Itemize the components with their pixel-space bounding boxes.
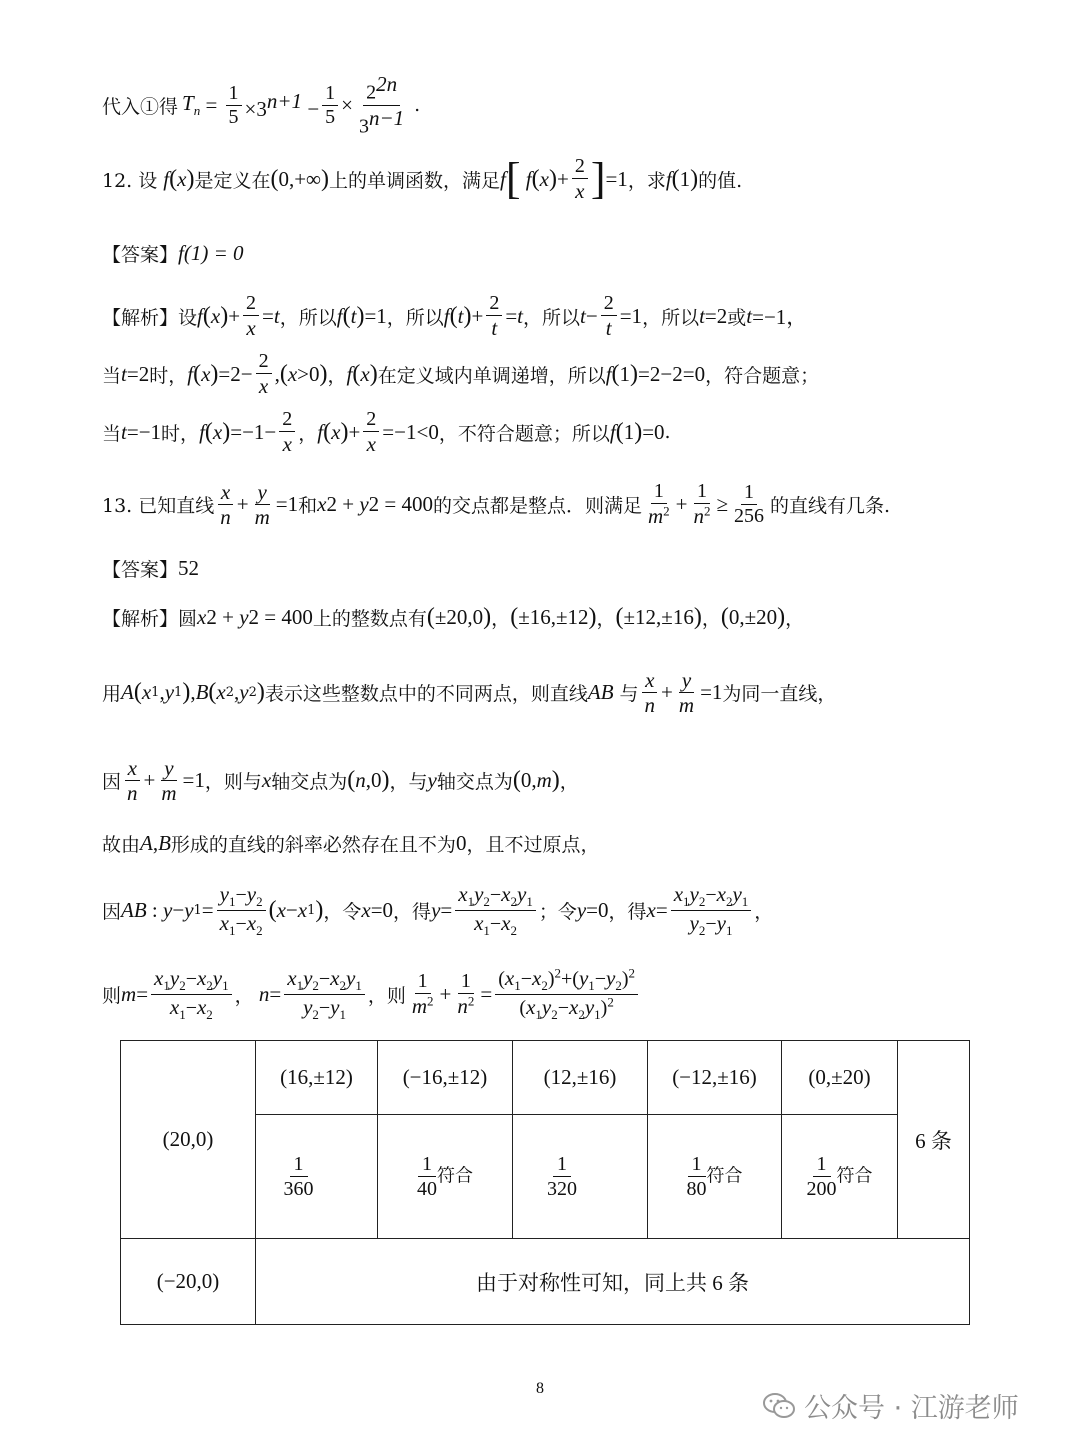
sol13-l3-t0: 因 [102,771,122,794]
sol13-l3-t3: ，与 [389,771,428,794]
sol13-l6-t0: 则 [102,984,122,1007]
sol13-l2-t3: 为同一直线， [722,683,837,706]
sol13-l3-t1: ，则与 [204,771,262,794]
sol12-l2-t1: 时， [149,364,188,387]
answer-12-label: 【答案】 [102,244,179,266]
sol12-l3-t4: . [664,421,671,444]
sol13-l1-t2: ， [491,608,511,630]
point-cell: (0,±20) [782,1041,898,1115]
sol13-l1-t3: ， [596,608,616,630]
q13-number: 13. 已知直线 [102,495,215,518]
sol12-l1-t3: ，所以 [523,306,581,329]
symmetry-note: 由于对称性可知，同上共 6 条 [256,1239,970,1325]
sol13-l6-t1: ， [234,984,254,1007]
line-tn-formula: 代入①得 $T_n$ = $\frac{1}{5}$ $\times 3^{n+1}$ − $\frac{1}{5}$ × $\frac{2^{2n}}{3^{n-1}}$ . [102,72,421,138]
q12-number: 12. 设 [102,169,158,192]
solution-13-line-6: 则 m = $\frac{x_1y_2-x_2y_1}{x_1-x_2}$ ， n = $\frac{x_1y_2-x_2y_1}{y_2-y_1}$ ，则 $\frac{1}{m^2}$ + $\frac{1}{n^2}$ = $\frac{(x_1-x_2)^2+(y_1-y_2)^2}{(x_1y_2-x_2y_1)^2}$ [102,966,641,1023]
wechat-icon [762,1392,796,1420]
solution-13-label: 【解析】 [102,608,179,630]
denominator: 320 [547,1178,577,1200]
q13-text-3: 的直线有几条. [770,495,891,518]
question-13: 13. 已知直线 $\frac{x}{n}$ + $\frac{y}{m}$ =1 和 x 2 + y 2 = 400 的交点都是整点．则满足 $\frac{1}{m^2}$ + $\frac{1}{n^2}$ ≥ $\frac{1}{256}$ 的直线有几条. [102,480,891,530]
q13-text-1: 和 [298,495,318,518]
integer-point-table [120,1040,970,1325]
sol13-l1-t5: ， [785,608,805,630]
sol12-l3-t0: 当 [102,422,122,445]
sol12-l1-t2: ，所以 [386,306,444,329]
sol13-l4-t2: ，且不过原点， [466,834,600,856]
q12-text-1: 是定义在 [194,169,271,192]
sol13-l5-t0: 因 [102,900,122,923]
value-cell: $\frac{1}{80}$ 符合 [648,1115,782,1239]
page-number: 8 [536,1380,544,1397]
point-cell: (12,±16) [513,1041,648,1115]
sol12-l1-t0: 设 [178,306,198,329]
count-cell: 6 条 [898,1041,970,1239]
solution-13-line-4: 故由 A , B 形成的直线的斜率必然存在且不为 0 ，且不过原点， [102,831,600,856]
sol13-l3-t5: ， [559,771,579,794]
sol13-l6-t2: ，则 [367,984,406,1007]
value-cell: $\frac{1}{40}$ 符合 [378,1115,513,1239]
solution-12-line-1: 【解析】 设 f ( x ) + $\frac{2}{x}$ = t ，所以 f ( t ) =1 ，所以 f ( t ) + $\frac{2}{t}$ = t ，所以 t − $\frac{2}{t}$ =1 ，所以 t =2 或 t =−1， [102,292,808,340]
answer-13-value: 52 [178,556,200,580]
solution-12-label: 【解析】 [102,306,179,329]
q12-text-4: 的值. [698,169,743,192]
sol13-l4-t0: 故由 [102,834,141,856]
sol13-l1-t4: ， [701,608,721,630]
fit-label: 符合 [706,1165,743,1187]
sol13-l2-t0: 用 [102,683,122,706]
sol12-l3-t1: 时， [161,422,200,445]
sol13-l5-t3: ；令 [538,900,577,923]
point-cell: (−16,±12) [378,1041,513,1115]
solution-12-line-3: 当 t =−1 时， f ( x ) =−1− $\frac{2}{x}$ ， f ( x ) + $\frac{2}{x}$ =−1<0 ，不符合题意；所以 f ( 1 ) =0 . [102,408,671,456]
sol13-l1-t1: 上的整数点有 [312,608,427,630]
answer-12 [102,240,244,267]
value-cell: $\frac{1}{200}$ 符合 [782,1115,898,1239]
sol13-l4-t1: 形成的直线的斜率必然存在且不为 [170,834,456,856]
sol13-l5-t1: ，令 [323,900,362,923]
sol12-l2-t4: ，符合题意； [705,364,820,387]
sol13-l5-t5: ， [754,900,774,923]
answer-13 [102,555,199,582]
value-cell: $\frac{1}{320}$ [513,1115,648,1239]
sol12-l1-t5: 或 [727,306,747,329]
q12-text-3: ，求 [627,169,666,192]
sol12-l1-t1: ，所以 [279,306,337,329]
solution-13-line-3: 因 $\frac{x}{n}$ + $\frac{y}{m}$ =1 ，则与 x 轴交点为 ( n ,0 ) ，与 y 轴交点为 ( 0, m ) ， [102,756,579,806]
q12-text-2: 上的单调函数，满足 [329,169,501,192]
solution-12-line-2: 当 t =2 时， f ( x ) =2− $\frac{2}{x}$ , ( x >0 ) ， f ( x ) 在定义域内单调递增，所以 f ( 1 ) =2−2=0 ，符合题意； [102,350,820,398]
solution-13-line-2: 用 A ( x 1 , y 1 ) , B ( x 2 , y 2 ) 表示这些整数点中的不同两点，则直线 AB 与 $\frac{x}{n}$ + $\frac{y}{m}$ =1 为同一直线， [102,668,837,718]
point-cell: (16,±12) [256,1041,378,1115]
solution-13-line-5: 因 AB : y − y 1 = $\frac{y_1-y_2}{x_1-x_2}$ ( x − x 1 ) ，令 x =0 ，得 y = $\frac{x_1y_2-x_2y_1}{x_1-x_2}$ ；令 y =0 ，得 x = $\frac{x_1y_2-x_2y_1}{y_2-y_1}$ ， [102,882,774,938]
sol12-l3-t3: ，不符合题意；所以 [438,422,610,445]
sol12-l2-t2: ， [327,364,347,387]
answer-13-label: 【答案】 [102,559,179,581]
sol13-l1-t0: 圆 [178,608,198,630]
point-cell: (−12,±16) [648,1041,782,1115]
row-head-neg20-0: (−20,0) [121,1239,256,1325]
fit-label: 符合 [836,1165,873,1187]
sol13-l2-t2: 与 [619,683,639,706]
sol13-l5-t4: ，得 [608,900,647,923]
question-12: 12. 设 f ( x ) 是定义在 ( 0,+∞ ) 上的单调函数，满足 f [ f ( x ) + $\frac{2}{x}$ ] =1 ，求 f ( 1 ) 的值. [102,154,743,204]
q13-text-2: 的交点都是整点．则满足 [432,495,642,518]
sol12-l2-t0: 当 [102,364,122,387]
value-cell: $\frac{1}{360}$ [256,1115,378,1239]
row-head-20-0: (20,0) [121,1041,256,1239]
line1-text: 代入①得 [102,95,179,118]
denominator: 40 [417,1178,437,1200]
sol13-l2-t1: 表示这些整数点中的不同两点，则直线 [264,683,588,706]
sol13-l5-t2: ，得 [393,900,432,923]
denominator: 360 [283,1178,314,1200]
solution-13-line-1: 【解析】 圆 x 2 + y 2 = 400 上的整数点有 ( ±20,0 ) ， ( ±16,±12 ) ， ( ±12,±16 ) ， ( 0,±20 ) ， [102,604,805,630]
denominator: 200 [806,1178,837,1200]
sol13-l3-t2: 轴交点为 [271,771,348,794]
sol13-l3-t4: 轴交点为 [436,771,513,794]
sol12-l2-t3: 在定义域内单调递增，所以 [377,364,606,387]
denominator: 80 [686,1178,707,1200]
fit-label: 符合 [437,1165,473,1187]
sol12-l1-t4: ，所以 [642,306,700,329]
watermark [762,1386,1019,1425]
answer-12-value: f(1) = 0 [178,241,244,265]
sol12-l3-t2: ， [298,422,318,445]
line1-tail: . [414,94,421,117]
watermark-text: 公众号 · 江游老师 [804,1393,1019,1424]
